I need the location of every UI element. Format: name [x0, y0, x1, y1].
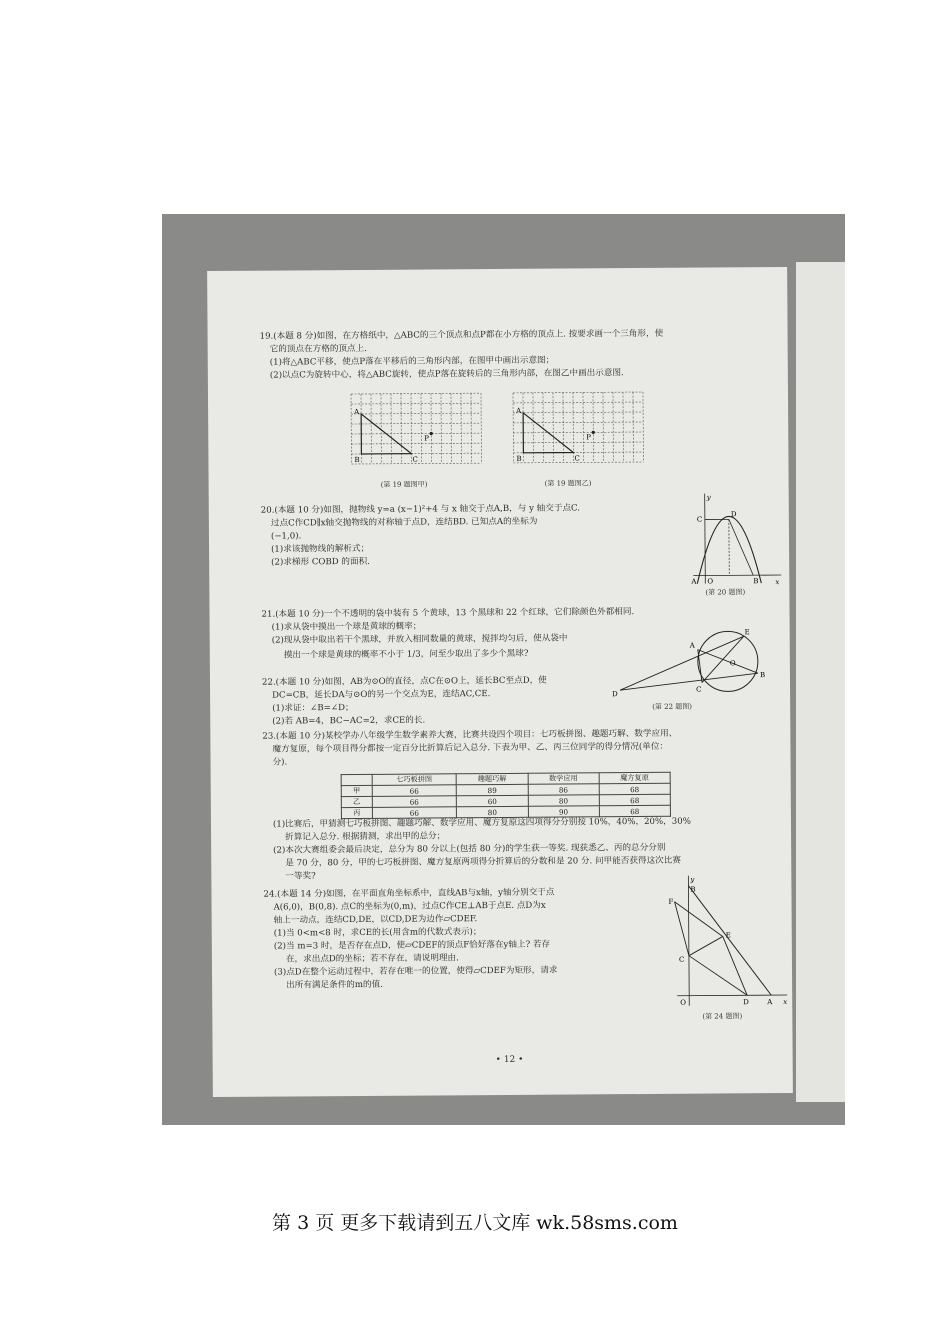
q19-caption-a: (第 19 题图甲): [380, 480, 428, 489]
label-o: O: [680, 998, 687, 1007]
q23-line: 一等奖?: [285, 871, 316, 882]
label-e: E: [725, 931, 731, 940]
q20-figure: [685, 489, 786, 588]
table-cell: 68: [599, 794, 670, 805]
q22-line: DC=CB，延长DA与⊙O的另一个交点为E，连结AC,CE.: [272, 689, 491, 701]
q20-line: 20.(本题 10 分)如图，抛物线 y=a (x−1)²+4 与 x 轴交于点A,B，与 y 轴交于点C.: [260, 503, 581, 516]
q22-line: 22.(本题 10 分)如图，AB为⊙O的直径，点C在⊙O上，延长BC至点D，使: [261, 675, 547, 688]
q24-line: 在，求出点D的坐标；若不存在，请说明理由.: [285, 953, 459, 965]
q24-line: (1)当 0<m<8 时，求CE的长(用含m的代数式表示)；: [273, 927, 482, 939]
label-p: P: [424, 434, 430, 443]
adjacent-page-edge: [796, 262, 845, 1102]
table-header: [341, 774, 372, 785]
label-d: D: [743, 998, 749, 1007]
q21-line: 摸出一个球是黄球的概率不小于 1/3，问至少取出了多少个黑球?: [283, 648, 529, 661]
label-b: B: [354, 455, 360, 465]
q21-line: 21.(本题 10 分)一个不透明的袋中装有 5 个黄球，13 个黑球和 22 个红球，它们除颜色外都相同.: [261, 607, 635, 620]
q20-caption: (第 20 题图): [705, 588, 746, 597]
q23-line: 分).: [272, 757, 288, 768]
q19-line: (1)将△ABC平移，使点P落在平移后的三角形内部，在图甲中画出示意图；: [269, 355, 555, 368]
point-p: [430, 432, 433, 435]
q19-line: 19.(本题 8 分)如图，在方格纸中，△ABC的三个顶点和点P都在小方格的顶点上. 按要求画一个三角形，使: [259, 328, 664, 342]
score-table: [341, 772, 671, 819]
q19-caption-b: (第 19 题图乙): [544, 479, 592, 488]
q21-line: (1)求从袋中摸出一个球是黄球的概率；: [271, 621, 422, 633]
label-b: B: [759, 671, 766, 680]
label-x: x: [775, 578, 780, 587]
q19-grid-a: [346, 387, 487, 474]
table-cell: 乙: [341, 796, 372, 807]
table-cell: 甲: [341, 785, 372, 796]
q19-grid-b: [508, 386, 649, 473]
label-o: O: [729, 659, 736, 668]
table-cell: 66: [372, 807, 457, 819]
q23-line: 魔方复原，每个项目得分都按一定百分比折算后记入总分. 下表为甲、乙、丙三位同学的得分情况(单位：: [272, 741, 669, 755]
table-cell: 90: [528, 806, 599, 817]
label-y: y: [690, 875, 695, 884]
q19-line: (2)以点C为旋转中心，将△ABC旋转，使点P落在旋转后的三角形内部，在图乙中画出示意图.: [269, 368, 624, 381]
q23-line: (2)本次大赛组委会最后决定，总分为 80 分以上(包括 80 分)的学生获一等奖. 现获悉乙、丙的总分分别: [273, 842, 666, 856]
question-19: [260, 328, 664, 383]
table-header: 数学应用: [528, 773, 599, 784]
footer-text: 第 3 页 更多下载请到五八文库 wk.58sms.com: [272, 1212, 678, 1234]
label-a: A: [767, 998, 773, 1007]
label-b: B: [753, 577, 759, 586]
label-c: C: [696, 515, 703, 524]
q24-figure: [666, 871, 792, 1012]
q23-line: (1)比赛后，甲猜测七巧板拼图、趣题巧解、数学应用、魔方复原这四项得分分别按 10%，40%，20%，30%: [272, 816, 691, 830]
label-c: C: [678, 955, 685, 964]
question-21: [261, 606, 634, 664]
label-c: C: [696, 685, 702, 694]
table-cell: 丙: [341, 807, 372, 818]
q22-line: (1)求证：∠B=∠D；: [272, 703, 354, 714]
label-y: y: [706, 493, 711, 502]
label-o: O: [707, 577, 714, 586]
q24-line: A(6,0)，B(0,8). 点C的坐标为(0,m)，过点C作CE⊥AB于点E. 点D为x: [273, 900, 546, 913]
table-cell: 80: [528, 795, 599, 806]
label-a: A: [689, 641, 695, 650]
q24-line: (3)点D在整个运动过程中，若存在唯一的位置，使得▱CDEF为矩形，请求: [273, 965, 558, 978]
question-23: [262, 728, 677, 770]
q19-line: 它的顶点在方格的顶点上.: [269, 343, 367, 355]
table-header: 魔方复原: [599, 772, 670, 783]
table-cell: 66: [372, 796, 457, 808]
q22-line: (2)若 AB=4，BC−AC=2，求CE的长.: [272, 715, 426, 727]
label-f: F: [668, 897, 674, 906]
q22-caption: (第 22 题图): [652, 702, 693, 711]
table-cell: 66: [372, 785, 457, 797]
label-b: B: [516, 454, 522, 463]
table-cell: 86: [528, 784, 599, 795]
q24-line: 24.(本题 14 分)如图，在平面直角坐标系中，直线AB与x轴，y轴分别交于点: [263, 887, 555, 900]
question-23-parts: [263, 816, 691, 884]
q23-line: 折算记入总分. 根据猜测，求出甲的总分；: [285, 831, 446, 843]
label-d: D: [730, 510, 737, 519]
label-a: A: [354, 407, 360, 417]
q23-line: 是 70 分，80 分，甲的七巧板拼图、魔方复原两项得分折算后的分数和是 20 分. 问甲能否获得这次比赛: [285, 855, 681, 869]
label-x: x: [783, 998, 788, 1007]
table-cell: 89: [457, 784, 528, 795]
table-cell: 80: [457, 806, 528, 817]
q22-figure: [610, 623, 791, 702]
label-e: E: [744, 628, 750, 637]
q23-line: 23.(本题 10 分)某校学办八年级学生数学素养大赛，比赛共设四个项目：七巧板拼图、趣题巧解、数学应用、: [262, 728, 678, 742]
page-number: • 12 •: [495, 1054, 524, 1066]
q24-caption: (第 24 题图): [702, 1012, 743, 1021]
q20-line: (2)求梯形 COBD 的面积.: [271, 556, 370, 568]
label-a: A: [516, 406, 522, 415]
label-c: C: [412, 455, 418, 464]
point-p: [592, 431, 595, 434]
exam-sheet: [207, 267, 793, 1097]
table-cell: 68: [599, 805, 670, 816]
table-cell: 60: [457, 795, 528, 806]
table-header: 趣题巧解: [456, 773, 527, 784]
label-c: C: [574, 454, 580, 463]
q24-line: 轴上一动点，连结CD,DE，以CD,DE为边作▱CDEF.: [273, 914, 478, 926]
label-a: A: [691, 577, 697, 586]
q21-line: (2)现从袋中取出若干个黑球，并放入相同数量的黄球，搅拌均匀后，使从袋中: [271, 633, 568, 646]
question-22: [262, 675, 547, 729]
document-photo: [162, 214, 845, 1125]
q24-line: (2)当 m=3 时，是否存在点D，使▱CDEF的顶点F恰好落在y轴上? 若存: [273, 939, 551, 952]
label-d: D: [612, 690, 618, 699]
question-24: [263, 887, 557, 993]
label-b: B: [690, 885, 696, 894]
question-20: [261, 502, 581, 569]
q20-line: 过点C作CD∥x轴交抛物线的对称轴于点D，连结BD. 已知点A的坐标为: [270, 516, 538, 529]
table-header: 七巧板拼图: [372, 774, 457, 786]
label-p: P: [586, 433, 592, 442]
table-cell: 68: [599, 783, 670, 794]
q20-line: (−1,0).: [270, 531, 302, 542]
q20-line: (1)求该抛物线的解析式；: [271, 543, 370, 555]
q24-line: 出所有满足条件的m的值.: [286, 979, 383, 991]
